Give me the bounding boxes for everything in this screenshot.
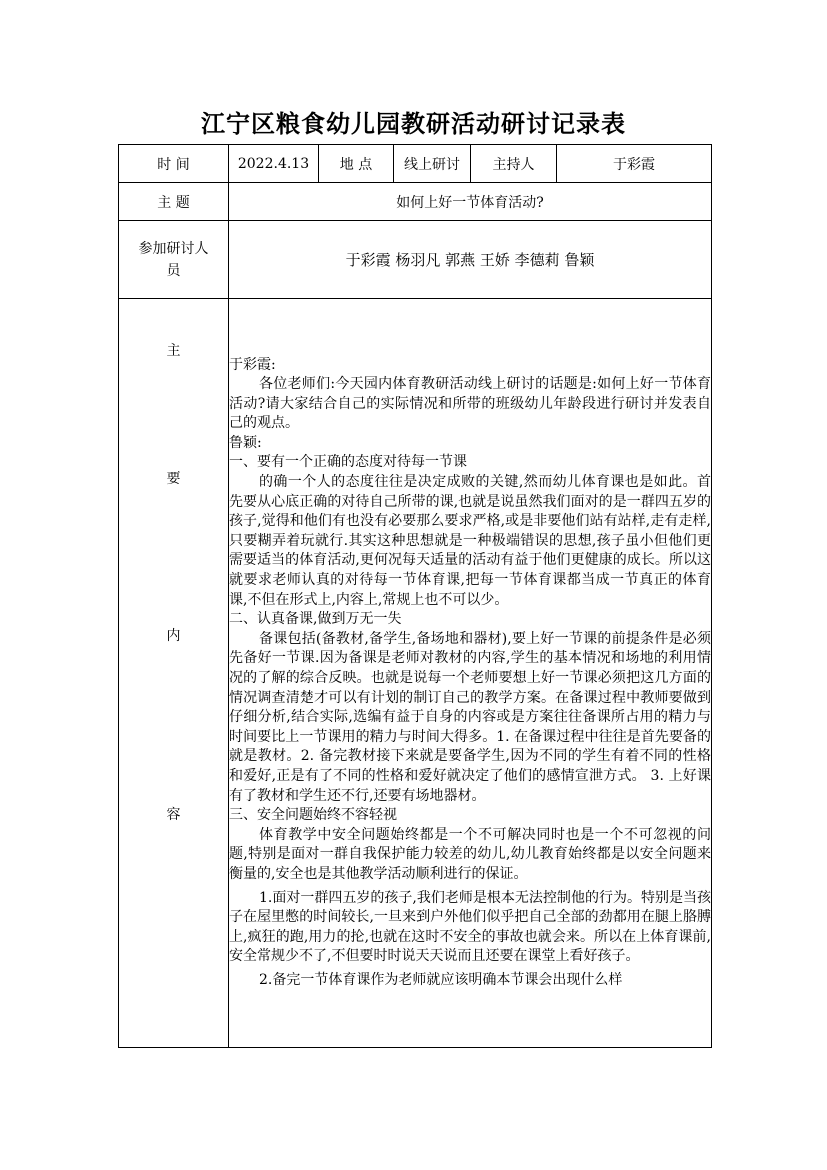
host-value: 于彩霞: [557, 145, 712, 183]
section-heading: 三、安全问题始终不容轻视: [229, 807, 397, 824]
label-char-4: 容: [166, 807, 181, 823]
speaker-name: 鲁颖:: [229, 434, 262, 451]
place-label: 地 点: [319, 145, 394, 183]
main-content-label: [119, 299, 229, 1048]
participants-label: 参加研讨人员: [119, 221, 229, 299]
page-title: 江宁区粮食幼儿园教研活动研讨记录表: [201, 110, 626, 138]
paragraph: 的确一个人的态度往往是决定成败的关键,然而幼儿体育课也是如此。首先要从心底正确的对待自己所带的课,也就是说虽然我们面对的是一群四五岁的孩子,觉得和他们有也没有必要那么要求严格,或是非要他们站有站样,走有走样,只要糊弄着玩就行.其实这种思想就是一种极端错误的思想,孩子虽小但他们更需要适当的体育活动,更何况每天适量的活动有益于他们更健康的成长。所以这就要求老师认真的对待每一节体育课,把每一节体育课都当成一节真正的体育课,不但在形式上,内容上,常规上也不可以少。: [229, 474, 711, 608]
participants-row: [119, 221, 712, 299]
time-label: 时 间: [119, 145, 229, 183]
paragraph: 体育教学中安全问题始终都是一个不可解决同时也是一个不可忽视的问题,特别是面对一群自我保护能力较差的幼儿,幼儿教育始终都是以安全问题来衡量的,安全也是其他教学活动顺利进行的保证。: [229, 826, 711, 882]
paragraph: 1.面对一群四五岁的孩子,我们老师是根本无法控制他的行为。特别是当孩子在屋里憋的时间较长,一旦来到户外他们似乎把自己全部的劲都用在腿上胳膊上,疯狂的跑,用力的抡,也就在这时不安全的事故也就会来。所以在上体育课前,安全常规少不了,不但要时时说天天说而且还要在课堂上看好孩子。: [229, 889, 711, 965]
discussion-content: [229, 299, 712, 1048]
place-value: 线上研讨: [394, 145, 471, 183]
paragraph: 2.备完一节体育课作为老师就应该明确本节课会出现什么样: [259, 971, 623, 988]
paragraph: 备课包括(备教材,备学生,备场地和器材),要上好一节课的前提条件是必须先备好一节课.因为备课是老师对教材的内容,学生的基本情况和场地的利用情况的了解的综合反映。也就是说每一个老师要想上好一节课必须把这几方面的情况调查清楚才可以有计划的制订自己的教学方案。在备课过程中教师要做到仔细分析,结合实际,选编有益于自身的内容或是方案往往备课所占用的精力与时间要比上一节课用的精力与时间大得多。1. 在备课过程中往往是首先要备的就是教材。2. 备完教材接下来就是要备学生,因为不同的学生有着不同的性格和爱好,正是有了不同的性格和爱好就决定了他们的感情宣泄方式。 3. 上好课有了教材和学生还不行,还要有场地器材。: [229, 630, 711, 804]
topic-label: 主 题: [119, 183, 229, 221]
label-char-3: 内: [166, 628, 181, 644]
speaker-name: 于彩霞:: [229, 356, 276, 373]
section-heading: 二、认真备课,做到万无一失: [229, 611, 402, 628]
info-row: [119, 145, 712, 183]
topic-row: [119, 183, 712, 221]
topic-value: 如何上好一节体育活动?: [229, 183, 712, 221]
main-content-row: [119, 299, 712, 1048]
host-label: 主持人: [471, 145, 557, 183]
label-char-2: 要: [166, 471, 181, 487]
label-char-1: 主: [166, 343, 181, 359]
time-value: 2022.4.13: [229, 145, 319, 183]
record-table: [118, 144, 712, 1048]
paragraph: 各位老师们:今天园内体育教研活动线上研讨的话题是:如何上好一节体育活动?请大家结合自己的实际情况和所带的班级幼儿年龄段进行研讨并发表自己的观点。: [229, 376, 711, 432]
participants-value: 于彩霞 杨羽凡 郭燕 王娇 李德莉 鲁颖: [229, 221, 712, 299]
section-heading: 一、要有一个正确的态度对待每一节课: [229, 454, 467, 471]
